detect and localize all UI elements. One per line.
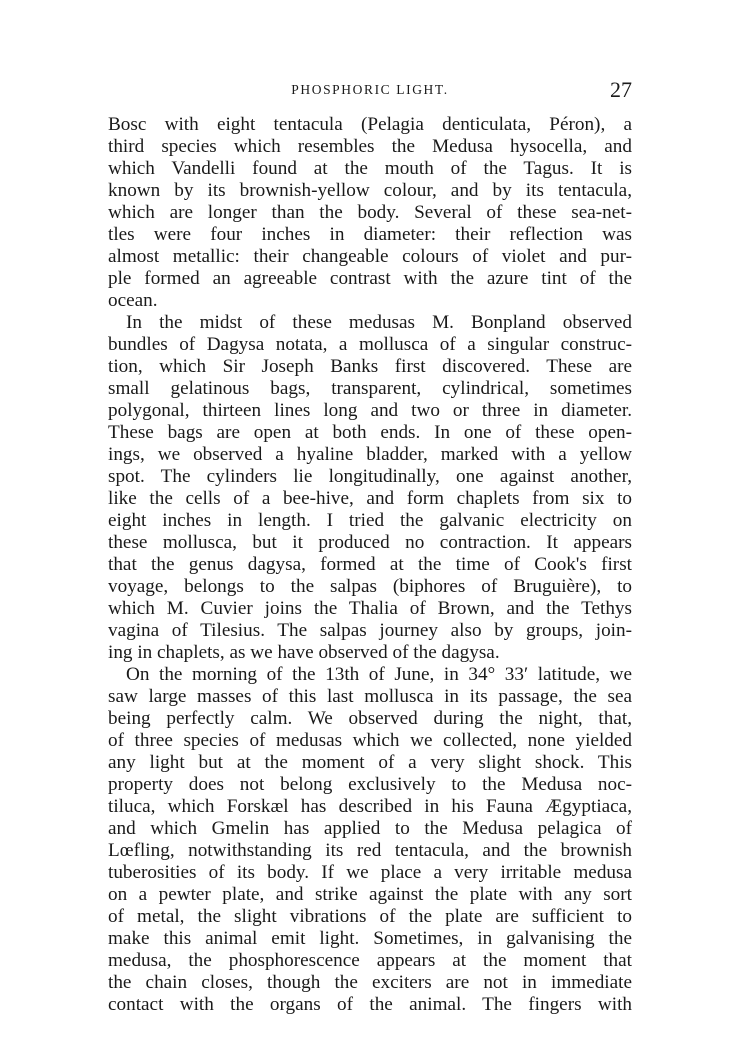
text-line: any light but at the moment of a very slight shock. This [108,752,632,773]
text-line: contact with the organs of the animal. The fingers with [108,994,632,1015]
text-line: spot. The cylinders lie longitudinally, one against another, [108,466,632,487]
text-line: of metal, the slight vibrations of the plate are sufficient to [108,906,632,927]
running-title: PHOSPHORIC LIGHT. [291,82,449,97]
text-line: On the morning of the 13th of June, in 34° 33′ latitude, we [126,664,632,685]
text-line: third species which resembles the Medusa hysocella, and [108,136,632,157]
text-line: tion, which Sir Joseph Banks first discovered. These are [108,356,632,377]
page-number: 27 [610,77,632,102]
text-line: which are longer than the body. Several of these sea-net- [108,202,632,223]
text-line: small gelatinous bags, transparent, cylindrical, sometimes [108,378,632,399]
text-line: eight inches in length. I tried the galvanic electricity on [108,510,632,531]
text-line: ing in chaplets, as we have observed of the dagysa. [108,642,500,663]
text-line: the chain closes, though the exciters are not in immediate [108,972,632,993]
text-line: vagina of Tilesius. The salpas journey also by groups, join- [108,620,632,641]
text-line: saw large masses of this last mollusca in its passage, the sea [108,686,632,707]
text-line: being perfectly calm. We observed during the night, that, [108,708,632,729]
text-line: property does not belong exclusively to the Medusa noc- [108,774,632,795]
text-line: of three species of medusas which we collected, none yielded [108,730,632,751]
text-line: ple formed an agreeable contrast with the azure tint of the [108,268,632,289]
text-line: and which Gmelin has applied to the Medusa pelagica of [108,818,632,839]
text-line: Lœfling, notwithstanding its red tentacula, and the brownish [108,840,632,861]
text-line: which M. Cuvier joins the Thalia of Brown, and the Tethys [108,598,632,619]
text-line: make this animal emit light. Sometimes, in galvanising the [108,928,632,949]
text-line: these mollusca, but it produced no contraction. It appears [108,532,632,553]
text-line: bundles of Dagysa notata, a mollusca of a singular construc- [108,334,632,355]
text-line: tuberosities of its body. If we place a very irritable medusa [108,862,632,883]
text-line: Bosc with eight tentacula (Pelagia denticulata, Péron), a [108,114,632,135]
running-head [108,77,632,112]
text-line: medusa, the phosphorescence appears at the moment that [108,950,632,971]
text-line: which Vandelli found at the mouth of the Tagus. It is [108,158,632,179]
text-line: polygonal, thirteen lines long and two or three in diameter. [108,400,632,421]
text-line: tles were four inches in diameter: their reflection was [108,224,632,245]
text-line: almost metallic: their changeable colours of violet and pur- [108,246,632,267]
text-line: ocean. [108,290,158,311]
text-line: known by its brownish-yellow colour, and by its tentacula, [108,180,632,201]
text-line: tiluca, which Forskæl has described in his Fauna Ægyptiaca, [108,796,632,817]
text-line: ings, we observed a hyaline bladder, marked with a yellow [108,444,632,465]
text-line: that the genus dagysa, formed at the time of Cook's first [108,554,632,575]
text-line: like the cells of a bee-hive, and form chaplets from six to [108,488,632,509]
text-line: In the midst of these medusas M. Bonpland observed [126,312,632,333]
text-line: voyage, belongs to the salpas (biphores of Bruguière), to [108,576,632,597]
body-text [108,114,632,1016]
text-line: These bags are open at both ends. In one of these open- [108,422,632,443]
text-line: on a pewter plate, and strike against the plate with any sort [108,884,632,905]
